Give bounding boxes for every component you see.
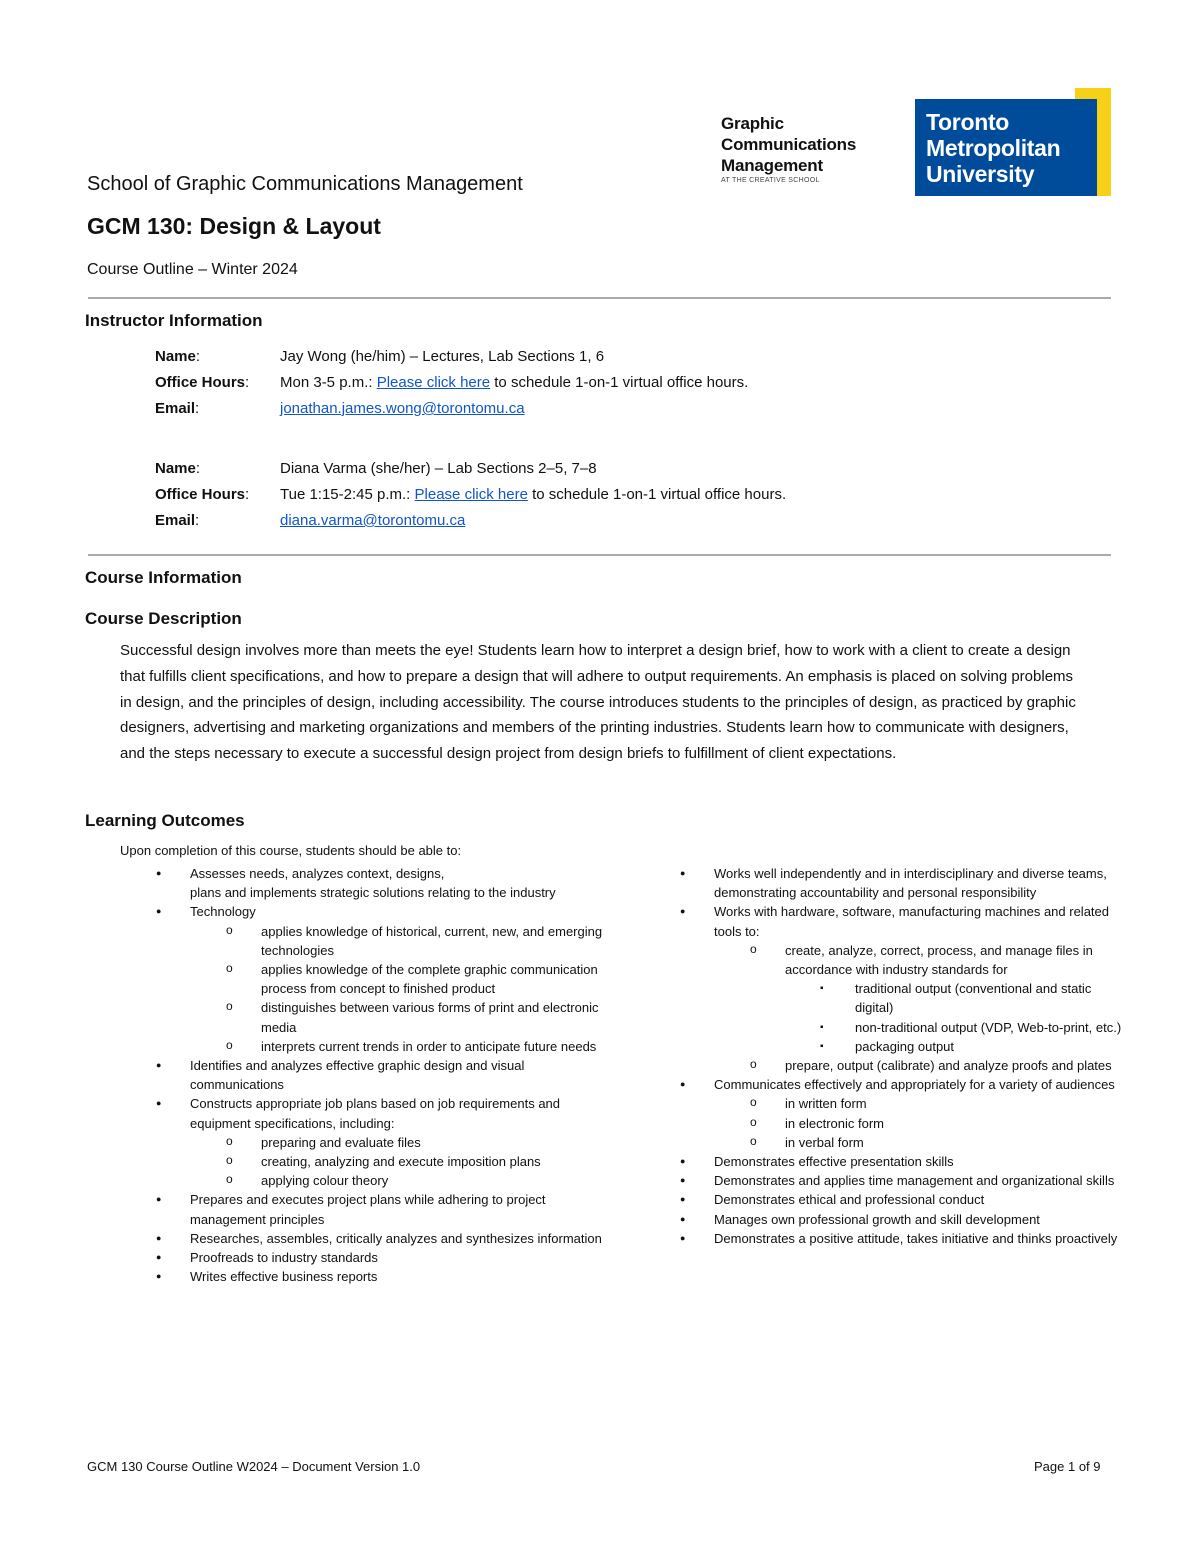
outcome-item: ▪ packaging output <box>644 1037 1124 1056</box>
outcome-item: o prepare, output (calibrate) and analyze proofs and plates <box>644 1056 1124 1075</box>
outcome-item: ● Identifies and analyzes effective graphic design and visual communications <box>120 1056 620 1094</box>
outcome-item: o creating, analyzing and execute imposition plans <box>120 1152 620 1171</box>
outcome-item: o applies knowledge of the complete graphic communication process from concept to finished product <box>120 960 620 998</box>
tmu-logo-line: Toronto <box>926 109 1010 135</box>
outcomes-right-list <box>644 864 1124 1248</box>
course-description: Successful design involves more than meets the eye! Students learn how to interpret a design brief, how to work with a client to create a design that fulfills client specifications, and how to prepare a design that will adhere to output requirements. An emphasis is placed on solving problems in design, and the principles of design, including accessibility. The course introduces students to the principles of design, as practiced by graphic designers, advertising and marketing organizations and members of the printing industries. Students learn how to communicate with designers, and the steps necessary to execute a successful design project from design briefs to fulfillment of client expectations. <box>120 642 1076 763</box>
course-description-heading: Course Description <box>85 609 242 628</box>
outcome-item: o in verbal form <box>644 1133 1124 1152</box>
outcome-item: o preparing and evaluate files <box>120 1133 620 1152</box>
tmu-logo-blue-block <box>915 99 1097 196</box>
outcome-item: ▪ non-traditional output (VDP, Web-to-print, etc.) <box>644 1018 1124 1037</box>
instructor-heading: Instructor Information <box>85 311 263 330</box>
outcome-item: ● Demonstrates and applies time management and organizational skills <box>644 1171 1124 1190</box>
email-link[interactable]: diana.varma@torontomu.ca <box>280 512 466 529</box>
footer-page-number: Page 1 of 9 <box>1034 1459 1101 1474</box>
office-hours-suffix: to schedule 1-on-1 virtual office hours. <box>490 374 749 391</box>
gcm-logo-line: Graphic <box>721 114 784 133</box>
gcm-logo <box>721 113 891 186</box>
outcome-item: ● Demonstrates ethical and professional conduct <box>644 1190 1124 1209</box>
office-hours-link[interactable]: Please click here <box>376 374 491 391</box>
outcomes-left-list <box>120 864 620 1286</box>
instructor-name: Diana Varma (she/her) – Lab Sections 2–5, 7–8 <box>280 460 597 477</box>
tmu-logo <box>915 88 1111 196</box>
outcome-item: ● Communicates effectively and appropriately for a variety of audiences <box>644 1075 1124 1094</box>
outcome-item: ▪ traditional output (conventional and static digital) <box>644 979 1124 1017</box>
office-hours-row: Office Hours: Mon 3-5 p.m.: Please click here to schedule 1-on-1 virtual office hours. <box>155 374 749 391</box>
outcome-item: o create, analyze, correct, process, and manage files in accordance with industry standards for <box>644 941 1124 979</box>
school-name: School of Graphic Communications Management <box>87 173 523 195</box>
office-hours-time: Mon 3-5 p.m.: <box>280 374 377 391</box>
outcome-item: ● Assesses needs, analyzes context, designs, <box>120 864 620 883</box>
instructor-name-row: Name: Jay Wong (he/him) – Lectures, Lab Sections 1, 6 <box>155 348 605 365</box>
outcomes-left-column <box>120 864 620 1286</box>
name-label: Name <box>155 348 196 365</box>
instructor-name-row: Name: Diana Varma (she/her) – Lab Sections 2–5, 7–8 <box>155 460 597 477</box>
outcome-item: ● Writes effective business reports <box>120 1267 620 1286</box>
gcm-logo-line: Communications <box>721 135 857 154</box>
outcome-item: ● Constructs appropriate job plans based on job requirements and equipment specifications, including: <box>120 1094 620 1132</box>
office-hours-label: Office Hours <box>155 374 246 391</box>
outcome-item: o distinguishes between various forms of print and electronic media <box>120 998 620 1036</box>
outcome-item: ● Prepares and executes project plans while adhering to project management principles <box>120 1190 620 1228</box>
outcome-item: ● Technology <box>120 902 620 921</box>
course-title: GCM 130: Design & Layout <box>87 213 381 239</box>
course-info-heading: Course Information <box>85 568 242 587</box>
learning-outcomes-heading: Learning Outcomes <box>85 811 245 830</box>
outcome-item: ● Proofreads to industry standards <box>120 1248 620 1267</box>
outcomes-right-column <box>644 864 1124 1248</box>
office-hours-suffix: to schedule 1-on-1 virtual office hours. <box>527 486 787 503</box>
office-hours-label: Office Hours <box>155 486 246 503</box>
email-row: Email: jonathan.james.wong@torontomu.ca <box>155 400 525 417</box>
outcome-item: o interprets current trends in order to anticipate future needs <box>120 1037 620 1056</box>
office-hours-row: Office Hours: Tue 1:15-2:45 p.m.: Please click here to schedule 1-on-1 virtual office hours. <box>155 486 787 503</box>
outcome-item: o in written form <box>644 1094 1124 1113</box>
email-label: Email <box>155 512 196 529</box>
outcome-item: ● Works well independently and in interdisciplinary and diverse teams, demonstrating accountability and personal responsibility <box>644 864 1124 902</box>
outcome-item: ● Manages own professional growth and skill development <box>644 1210 1124 1229</box>
tmu-logo-line: University <box>926 161 1035 187</box>
gcm-logo-tagline: AT THE CREATIVE SCHOOL <box>721 177 820 184</box>
outcome-item: o in electronic form <box>644 1114 1124 1133</box>
learning-outcomes-intro: Upon completion of this course, students should be able to: <box>120 843 462 858</box>
outcome-item: plans and implements strategic solutions relating to the industry <box>190 885 556 901</box>
divider <box>88 554 1111 556</box>
outcome-item: ● Works with hardware, software, manufacturing machines and related tools to: <box>644 902 1124 940</box>
email-label: Email <box>155 400 196 417</box>
outcome-item: o applies knowledge of historical, current, new, and emerging technologies <box>120 922 620 960</box>
divider <box>88 297 1111 299</box>
office-hours-time: Tue 1:15-2:45 p.m.: <box>280 486 415 503</box>
outcome-item: ● Researches, assembles, critically analyzes and synthesizes information <box>120 1229 620 1248</box>
outcome-item: ● Demonstrates a positive attitude, takes initiative and thinks proactively <box>644 1229 1124 1248</box>
office-hours-link[interactable]: Please click here <box>414 486 528 503</box>
name-label: Name <box>155 460 196 477</box>
email-row: Email: diana.varma@torontomu.ca <box>155 512 466 529</box>
gcm-logo-line: Management <box>721 156 823 175</box>
outcome-item: ● Demonstrates effective presentation skills <box>644 1152 1124 1171</box>
email-link[interactable]: jonathan.james.wong@torontomu.ca <box>280 400 525 417</box>
outline-subtitle: Course Outline – Winter 2024 <box>87 261 298 278</box>
outcome-item: o applying colour theory <box>120 1171 620 1190</box>
footer-document-info: GCM 130 Course Outline W2024 – Document Version 1.0 <box>87 1459 421 1474</box>
tmu-logo-line: Metropolitan <box>926 135 1061 161</box>
instructor-name: Jay Wong (he/him) – Lectures, Lab Sections 1, 6 <box>280 348 605 365</box>
